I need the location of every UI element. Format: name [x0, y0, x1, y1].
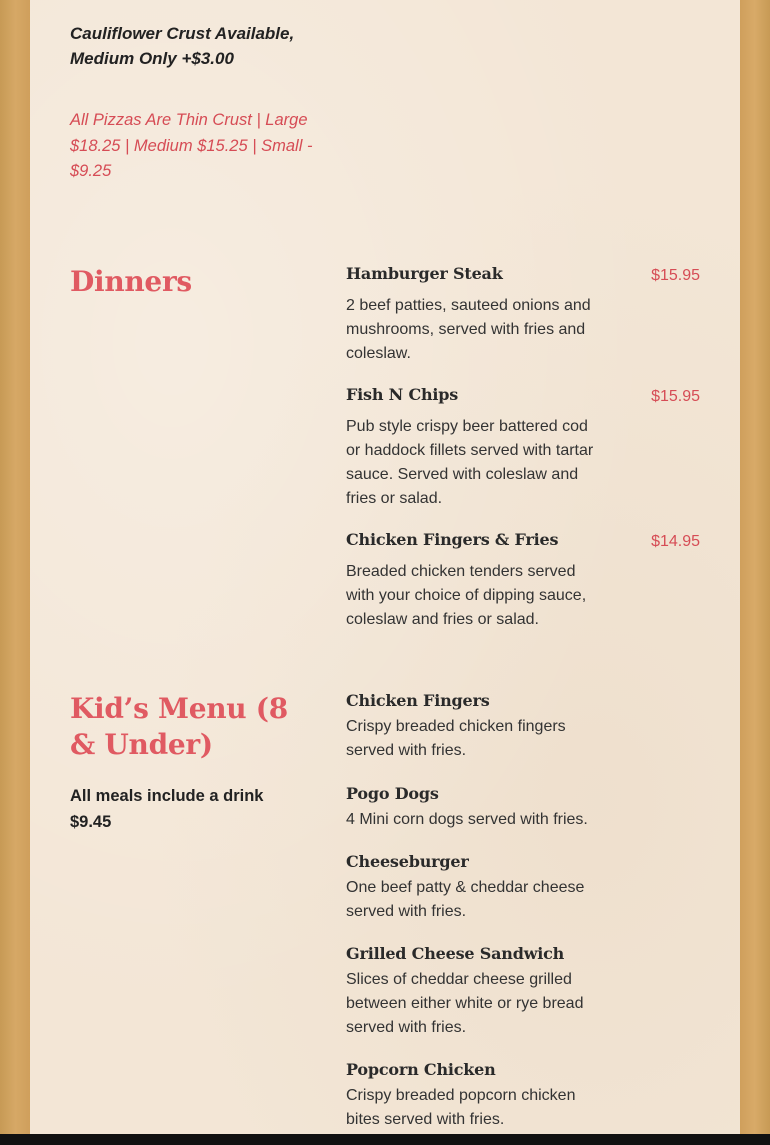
menu-item-name: Fish N Chips: [346, 385, 459, 404]
kids-menu-heading: Kid’s Menu (8 & Under): [70, 692, 288, 761]
menu-item-name: Chicken Fingers: [346, 691, 490, 710]
menu-item: [346, 530, 700, 632]
menu-item-description: Slices of cheddar cheese grilled between either white or rye bread served with fries.: [346, 971, 584, 1036]
kids-menu-drink-note: All meals include a drink $9.45: [70, 787, 264, 831]
menu-item-name: Grilled Cheese Sandwich: [346, 944, 565, 963]
menu-item-description: Pub style crispy beer battered cod or haddock fillets served with tartar sauce. Served with coleslaw and fries or salad.: [346, 418, 594, 507]
menu-item: [346, 385, 700, 511]
menu-item-description: 2 beef patties, sauteed onions and mushrooms, served with fries and coleslaw.: [346, 297, 591, 362]
menu-item-description: Crispy breaded chicken fingers served with fries.: [346, 718, 566, 759]
menu-item-name: Pogo Dogs: [346, 784, 439, 803]
thin-crust-pricing-note: All Pizzas Are Thin Crust | Large $18.25 | Medium $15.25 | Small - $9.25: [70, 111, 313, 180]
menu-item-description: Crispy breaded popcorn chicken bites served with fries.: [346, 1087, 576, 1128]
menu-paper: [30, 0, 740, 1145]
menu-item: [346, 944, 700, 1040]
menu-item-description: 4 Mini corn dogs served with fries.: [346, 811, 588, 828]
menu-item-description: Breaded chicken tenders served with your choice of dipping sauce, coleslaw and fries or salad.: [346, 563, 587, 628]
menu-item-description: One beef patty & cheddar cheese served with fries.: [346, 879, 585, 920]
menu-item-price: $15.95: [651, 267, 700, 284]
cauliflower-crust-note: Cauliflower Crust Available, Medium Only +$3.00: [70, 24, 295, 68]
dinners-heading: Dinners: [70, 265, 192, 298]
menu-item-name: Popcorn Chicken: [346, 1060, 496, 1079]
bottom-edge-bar: [0, 1134, 770, 1145]
menu-item: [346, 784, 700, 832]
menu-item-name: Hamburger Steak: [346, 264, 503, 283]
menu-item: [346, 264, 700, 366]
menu-item: [346, 852, 700, 924]
menu-item-price: $15.95: [651, 388, 700, 405]
menu-item-price: $14.95: [651, 533, 700, 550]
menu-item: [346, 1060, 700, 1132]
menu-item-name: Cheeseburger: [346, 852, 469, 871]
menu-item-name: Chicken Fingers & Fries: [346, 530, 559, 549]
menu-item: [346, 691, 700, 763]
